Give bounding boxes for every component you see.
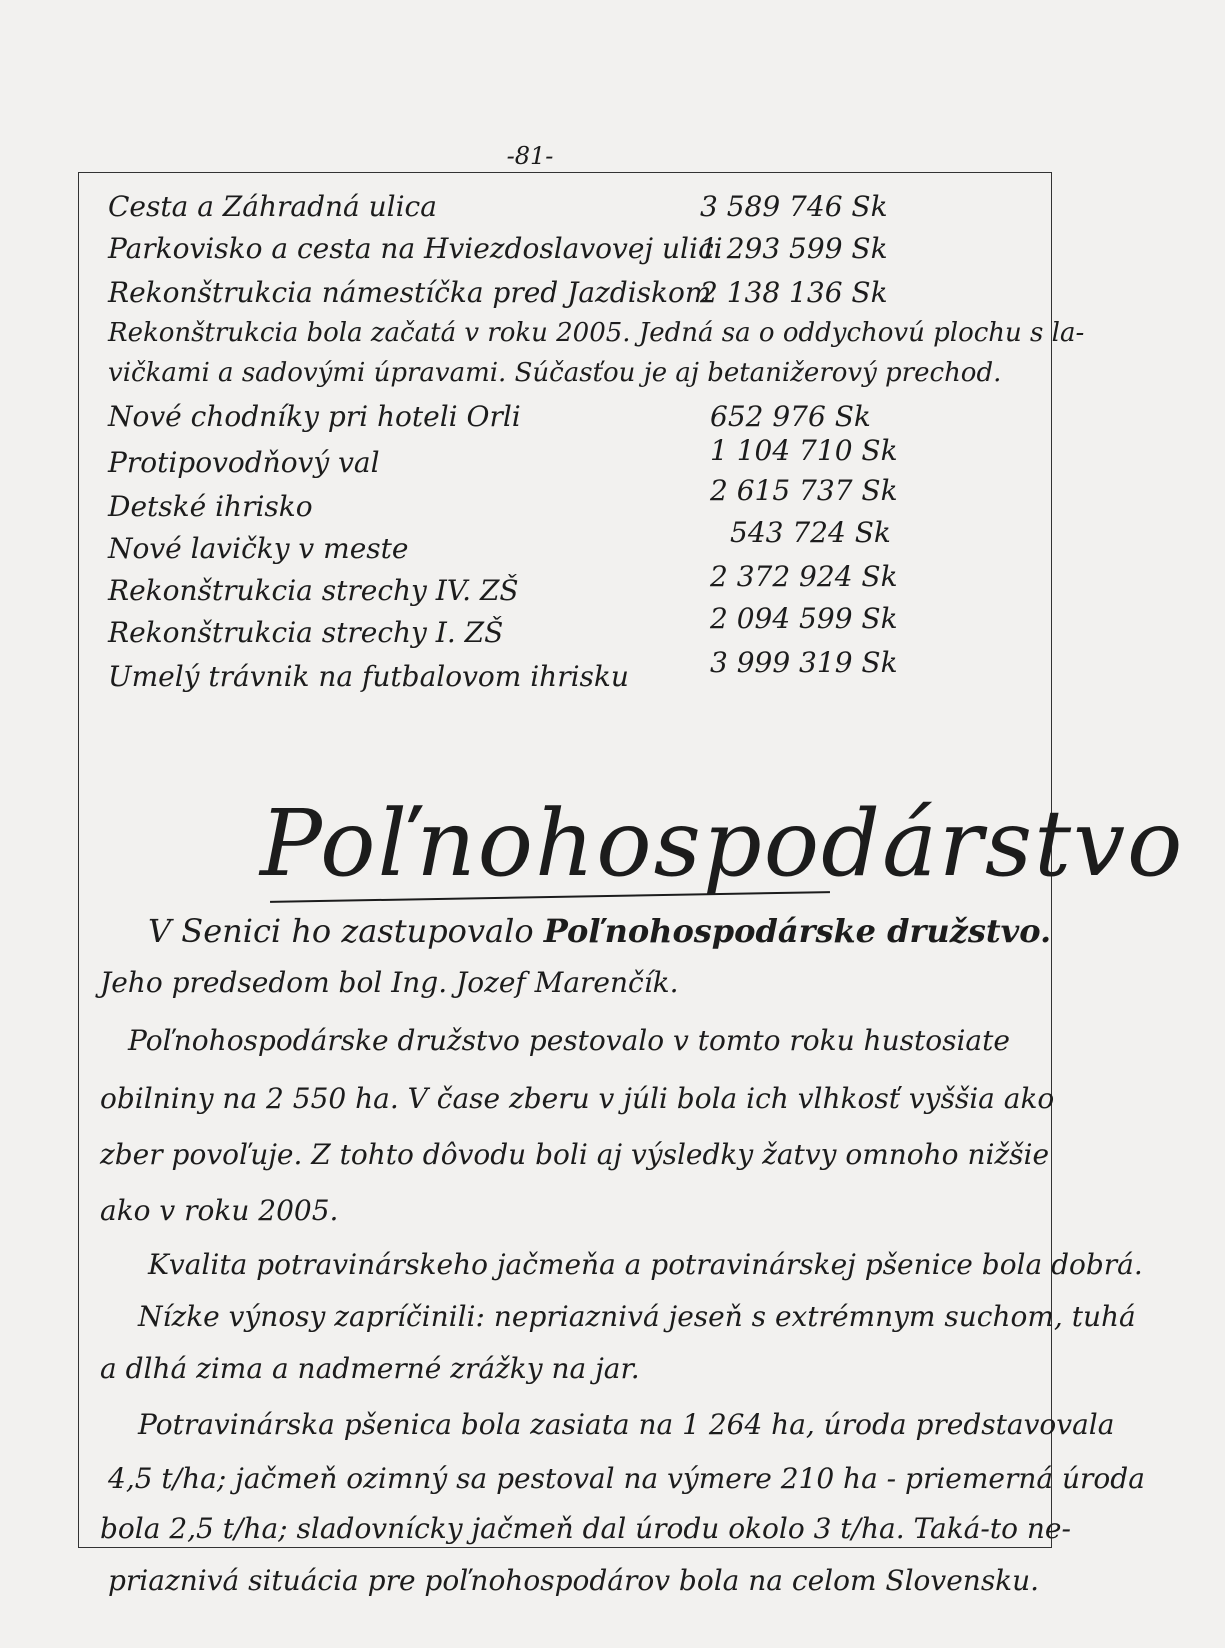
page-number: -81- <box>506 142 554 170</box>
expense-amount: 652 976 Sk <box>710 400 871 433</box>
paragraph-line: priaznivá situácia pre poľnohospodárov bola na celom Slovensku. <box>108 1564 1040 1597</box>
expense-amount: 2 094 599 Sk <box>710 602 898 635</box>
expense-item: Parkovisko a cesta na Hviezdoslavovej ulici <box>108 232 723 265</box>
expense-amount: 543 724 Sk <box>730 516 891 549</box>
expense-item: Umelý trávnik na futbalovom ihrisku <box>108 660 629 693</box>
paragraph-line: Jeho predsedom bol Ing. Jozef Marenčík. <box>100 966 679 999</box>
paragraph-line: Nízke výnosy zapríčinili: nepriaznivá jeseň s extrémnym suchom, tuhá <box>138 1300 1136 1333</box>
expense-item: Nové chodníky pri hoteli Orli <box>108 400 521 433</box>
expense-amount: 2 138 136 Sk <box>700 276 888 309</box>
intro-prefix: V Senici ho zastupovalo <box>148 912 534 950</box>
paragraph-line: 4,5 t/ha; jačmeň ozimný sa pestoval na výmere 210 ha - priemerná úroda <box>108 1462 1145 1495</box>
paragraph-line: ako v roku 2005. <box>100 1194 339 1227</box>
paragraph-line: bola 2,5 t/ha; sladovnícky jačmeň dal úrodu okolo 3 t/ha. Taká-to ne- <box>100 1512 1071 1545</box>
expense-item: Rekonštrukcia strechy I. ZŠ <box>108 616 504 649</box>
expense-item: Protipovodňový val <box>108 446 380 479</box>
expense-item: Rekonštrukcia námestíčka pred Jazdiskom <box>108 276 712 309</box>
expense-amount: 2 615 737 Sk <box>710 474 898 507</box>
section-heading: Poľnohospodárstvo <box>260 790 1185 897</box>
paragraph-line: Potravinárska pšenica bola zasiata na 1 264 ha, úroda predstavovala <box>138 1408 1115 1441</box>
note-line: vičkami a sadovými úpravami. Súčasťou je aj betanižerový prechod. <box>108 358 1002 388</box>
expense-amount: 2 372 924 Sk <box>710 560 898 593</box>
intro-organization: Poľnohospodárske družstvo. <box>543 912 1052 950</box>
note-line: Rekonštrukcia bola začatá v roku 2005. Jedná sa o oddychovú plochu s la- <box>108 318 1085 348</box>
expense-amount: 1 104 710 Sk <box>710 434 898 467</box>
expense-amount: 3 999 319 Sk <box>710 646 898 679</box>
expense-item: Detské ihrisko <box>108 490 313 523</box>
expense-item: Nové lavičky v meste <box>108 532 409 565</box>
expense-item: Cesta a Záhradná ulica <box>108 190 437 223</box>
expense-amount: 3 589 746 Sk <box>700 190 888 223</box>
paragraph-line: a dlhá zima a nadmerné zrážky na jar. <box>100 1352 640 1385</box>
paragraph-line: obilniny na 2 550 ha. V čase zberu v júli bola ich vlhkosť vyššia ako <box>100 1082 1055 1115</box>
paragraph-line: Poľnohospodárske družstvo pestovalo v tomto roku hustosiate <box>128 1024 1010 1057</box>
paragraph-line: zber povoľuje. Z tohto dôvodu boli aj výsledky žatvy omnoho nižšie <box>100 1138 1050 1171</box>
intro-line <box>148 912 1098 950</box>
paragraph-line: Kvalita potravinárskeho jačmeňa a potravinárskej pšenice bola dobrá. <box>148 1248 1143 1281</box>
expense-item: Rekonštrukcia strechy IV. ZŠ <box>108 574 519 607</box>
expense-amount: 1 293 599 Sk <box>700 232 888 265</box>
